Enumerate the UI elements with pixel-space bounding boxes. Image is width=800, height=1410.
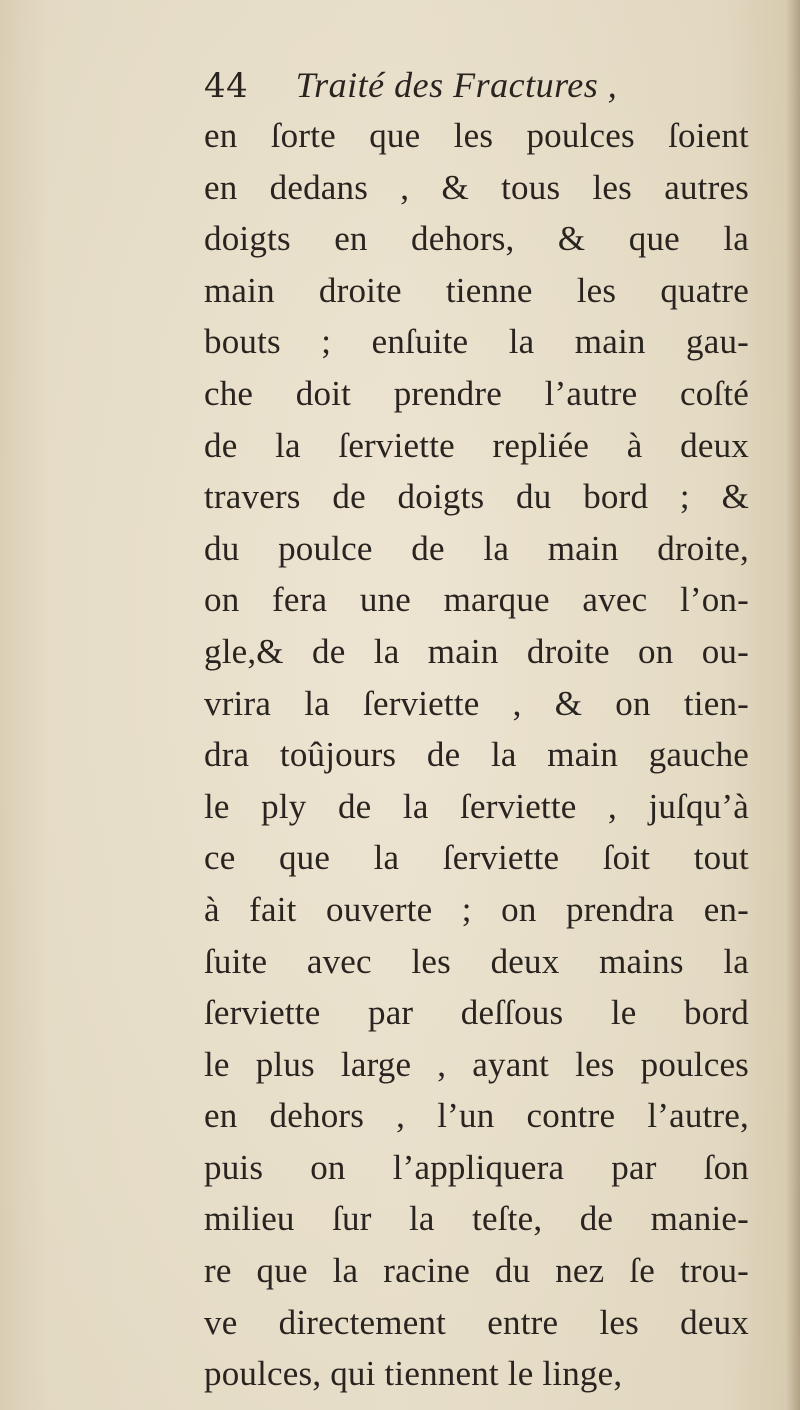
- text-line: ſerviette par deſſous le bord: [204, 993, 749, 1033]
- text-line: che doit prendre l’autre coſté: [204, 373, 749, 413]
- text-line: puis on l’appliquera par ſon: [204, 1147, 749, 1187]
- text-line: ve directement entre les deux: [204, 1302, 749, 1342]
- text-line: en ſorte que les poulces ſoient: [204, 116, 749, 155]
- text-block: [204, 60, 749, 1400]
- text-line: du poulce de la main droite,: [204, 528, 749, 568]
- text-line: ſuite avec les deux mains la: [204, 941, 749, 981]
- text-line: poulces, qui tiennent le linge,: [204, 1354, 623, 1394]
- text-line: gle,& de la main droite on ou-: [204, 631, 749, 671]
- running-title: Traité des Fractures ,: [295, 65, 618, 105]
- text-line: dra toûjours de la main gauche: [204, 735, 749, 775]
- text-line: vrira la ſerviette , & on tien-: [204, 683, 749, 723]
- text-line: en dehors , l’un contre l’autre,: [204, 1096, 749, 1136]
- page-edge-shadow: [786, 0, 800, 1410]
- text-line: on fera une marque avec l’on-: [204, 580, 749, 620]
- text-line: milieu ſur la teſte, de manie-: [204, 1199, 749, 1239]
- text-line: main droite tienne les quatre: [204, 270, 749, 310]
- text-line: doigts en dehors, & que la: [204, 219, 749, 259]
- body-text: [204, 110, 749, 1400]
- text-line: re que la racine du nez ſe trou-: [204, 1251, 749, 1291]
- text-line: le plus large , ayant les poulces: [204, 1044, 749, 1084]
- text-line: en dedans , & tous les autres: [204, 167, 749, 207]
- text-line: bouts ; enſuite la main gau-: [204, 322, 749, 362]
- text-line: de la ſerviette repliée à deux: [204, 425, 749, 465]
- text-line: ce que la ſerviette ſoit tout: [204, 838, 749, 878]
- page-number: 44: [204, 66, 249, 106]
- text-line: à fait ouverte ; on prendra en-: [204, 889, 749, 929]
- text-line: travers de doigts du bord ; &: [204, 477, 749, 517]
- text-line: le ply de la ſerviette , juſqu’à: [204, 786, 749, 826]
- running-head: [204, 60, 749, 110]
